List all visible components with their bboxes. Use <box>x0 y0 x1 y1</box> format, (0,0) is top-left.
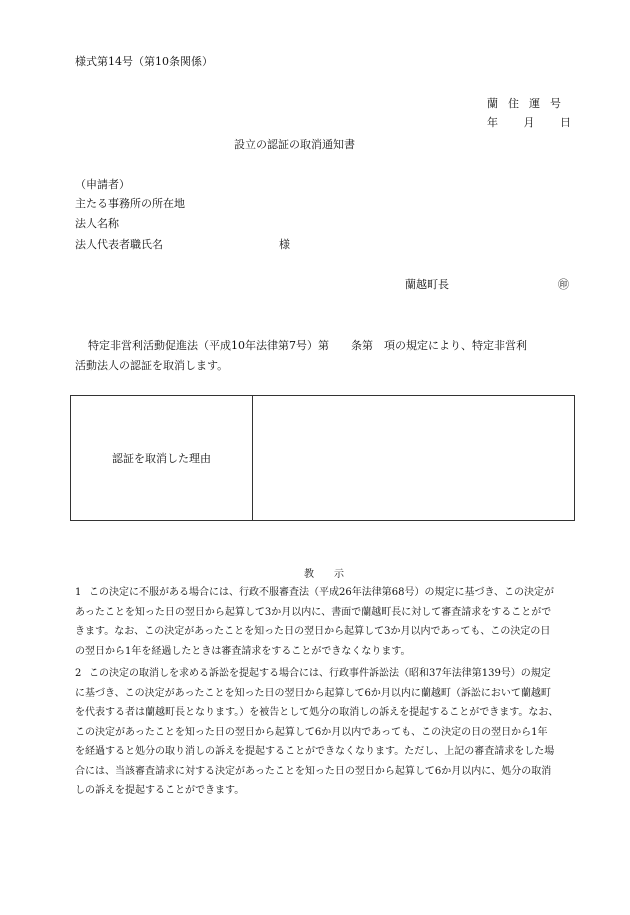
applicant-heading: （申請者） <box>75 178 130 191</box>
notice-item-number: 1 <box>75 587 82 598</box>
issuer-name: 蘭越町長 <box>405 278 449 291</box>
notice-line: を経過すると処分の取り消しの訴えを提起することができなくなります。ただし、上記の審査請求をした場 <box>75 746 555 757</box>
notice-line: あったことを知った日の翌日から起算して3か月以内に、書面で蘭越町長に対して審査請求をすることがで <box>75 606 552 618</box>
notice-item-body <box>75 664 580 801</box>
reason-table <box>70 395 575 521</box>
body-line-2: 活動法人の認証を取消します。 <box>75 359 229 372</box>
notice-line: この決定の取消しを求める訴訟を提起する場合には、行政事件訴訟法（昭和37年法律第139号）の規定 <box>89 668 551 679</box>
office-address-label: 主たる事務所の所在地 <box>75 197 185 210</box>
notice-line: この決定があったことを知った日の翌日から起算して6か月以内であっても、この決定の日の翌日から1年 <box>75 726 548 738</box>
reason-label: 認証を取消した理由 <box>112 452 211 465</box>
notice-heading: 教 示 <box>304 569 344 580</box>
reason-divider <box>252 396 253 520</box>
document-number: 蘭住運号 <box>487 97 571 110</box>
notice-item-body <box>75 583 580 661</box>
notice-item-number: 2 <box>75 668 82 679</box>
notice-line: しの訴えを提起することができます。 <box>75 785 245 796</box>
body-line-1: 特定非営利活動促進法（平成10年法律第7号）第 条第 項の規定により、特定非営利 <box>88 339 527 352</box>
notice-line: を代表する者は蘭越町長となります。）を被告として処分の取消しの訴えを提起することができます。なお、 <box>75 707 559 718</box>
notice-line: この決定に不服がある場合には、行政不服審査法（平成26年法律第68号）の規定に基づき、この決定が <box>89 587 555 598</box>
honorific: 様 <box>279 238 290 251</box>
form-number: 様式第14号（第10条関係） <box>75 55 213 68</box>
page-title: 設立の認証の取消通知書 <box>234 138 355 151</box>
representative-label: 法人代表者職氏名 <box>75 238 163 251</box>
corporation-name-label: 法人名称 <box>75 217 119 230</box>
notice-line: に基づき、この決定があったことを知った日の翌日から起算して6か月以内に蘭越町（訴訟において蘭越町 <box>75 687 551 699</box>
notice-line: の翌日から1年を経過したときは審査請求をすることができなくなります。 <box>75 645 411 657</box>
seal-mark: ㊞ <box>558 278 569 291</box>
notice-line: 合には、当該審査請求に対する決定があったことを知った日の翌日から起算して6か月以内に、処分の取消 <box>75 765 552 777</box>
date-line: 年 月 日 <box>487 116 571 129</box>
notice-line: きます。なお、この決定があったことを知った日の翌日から起算して3か月以内であっても、この決定の日 <box>75 626 551 637</box>
